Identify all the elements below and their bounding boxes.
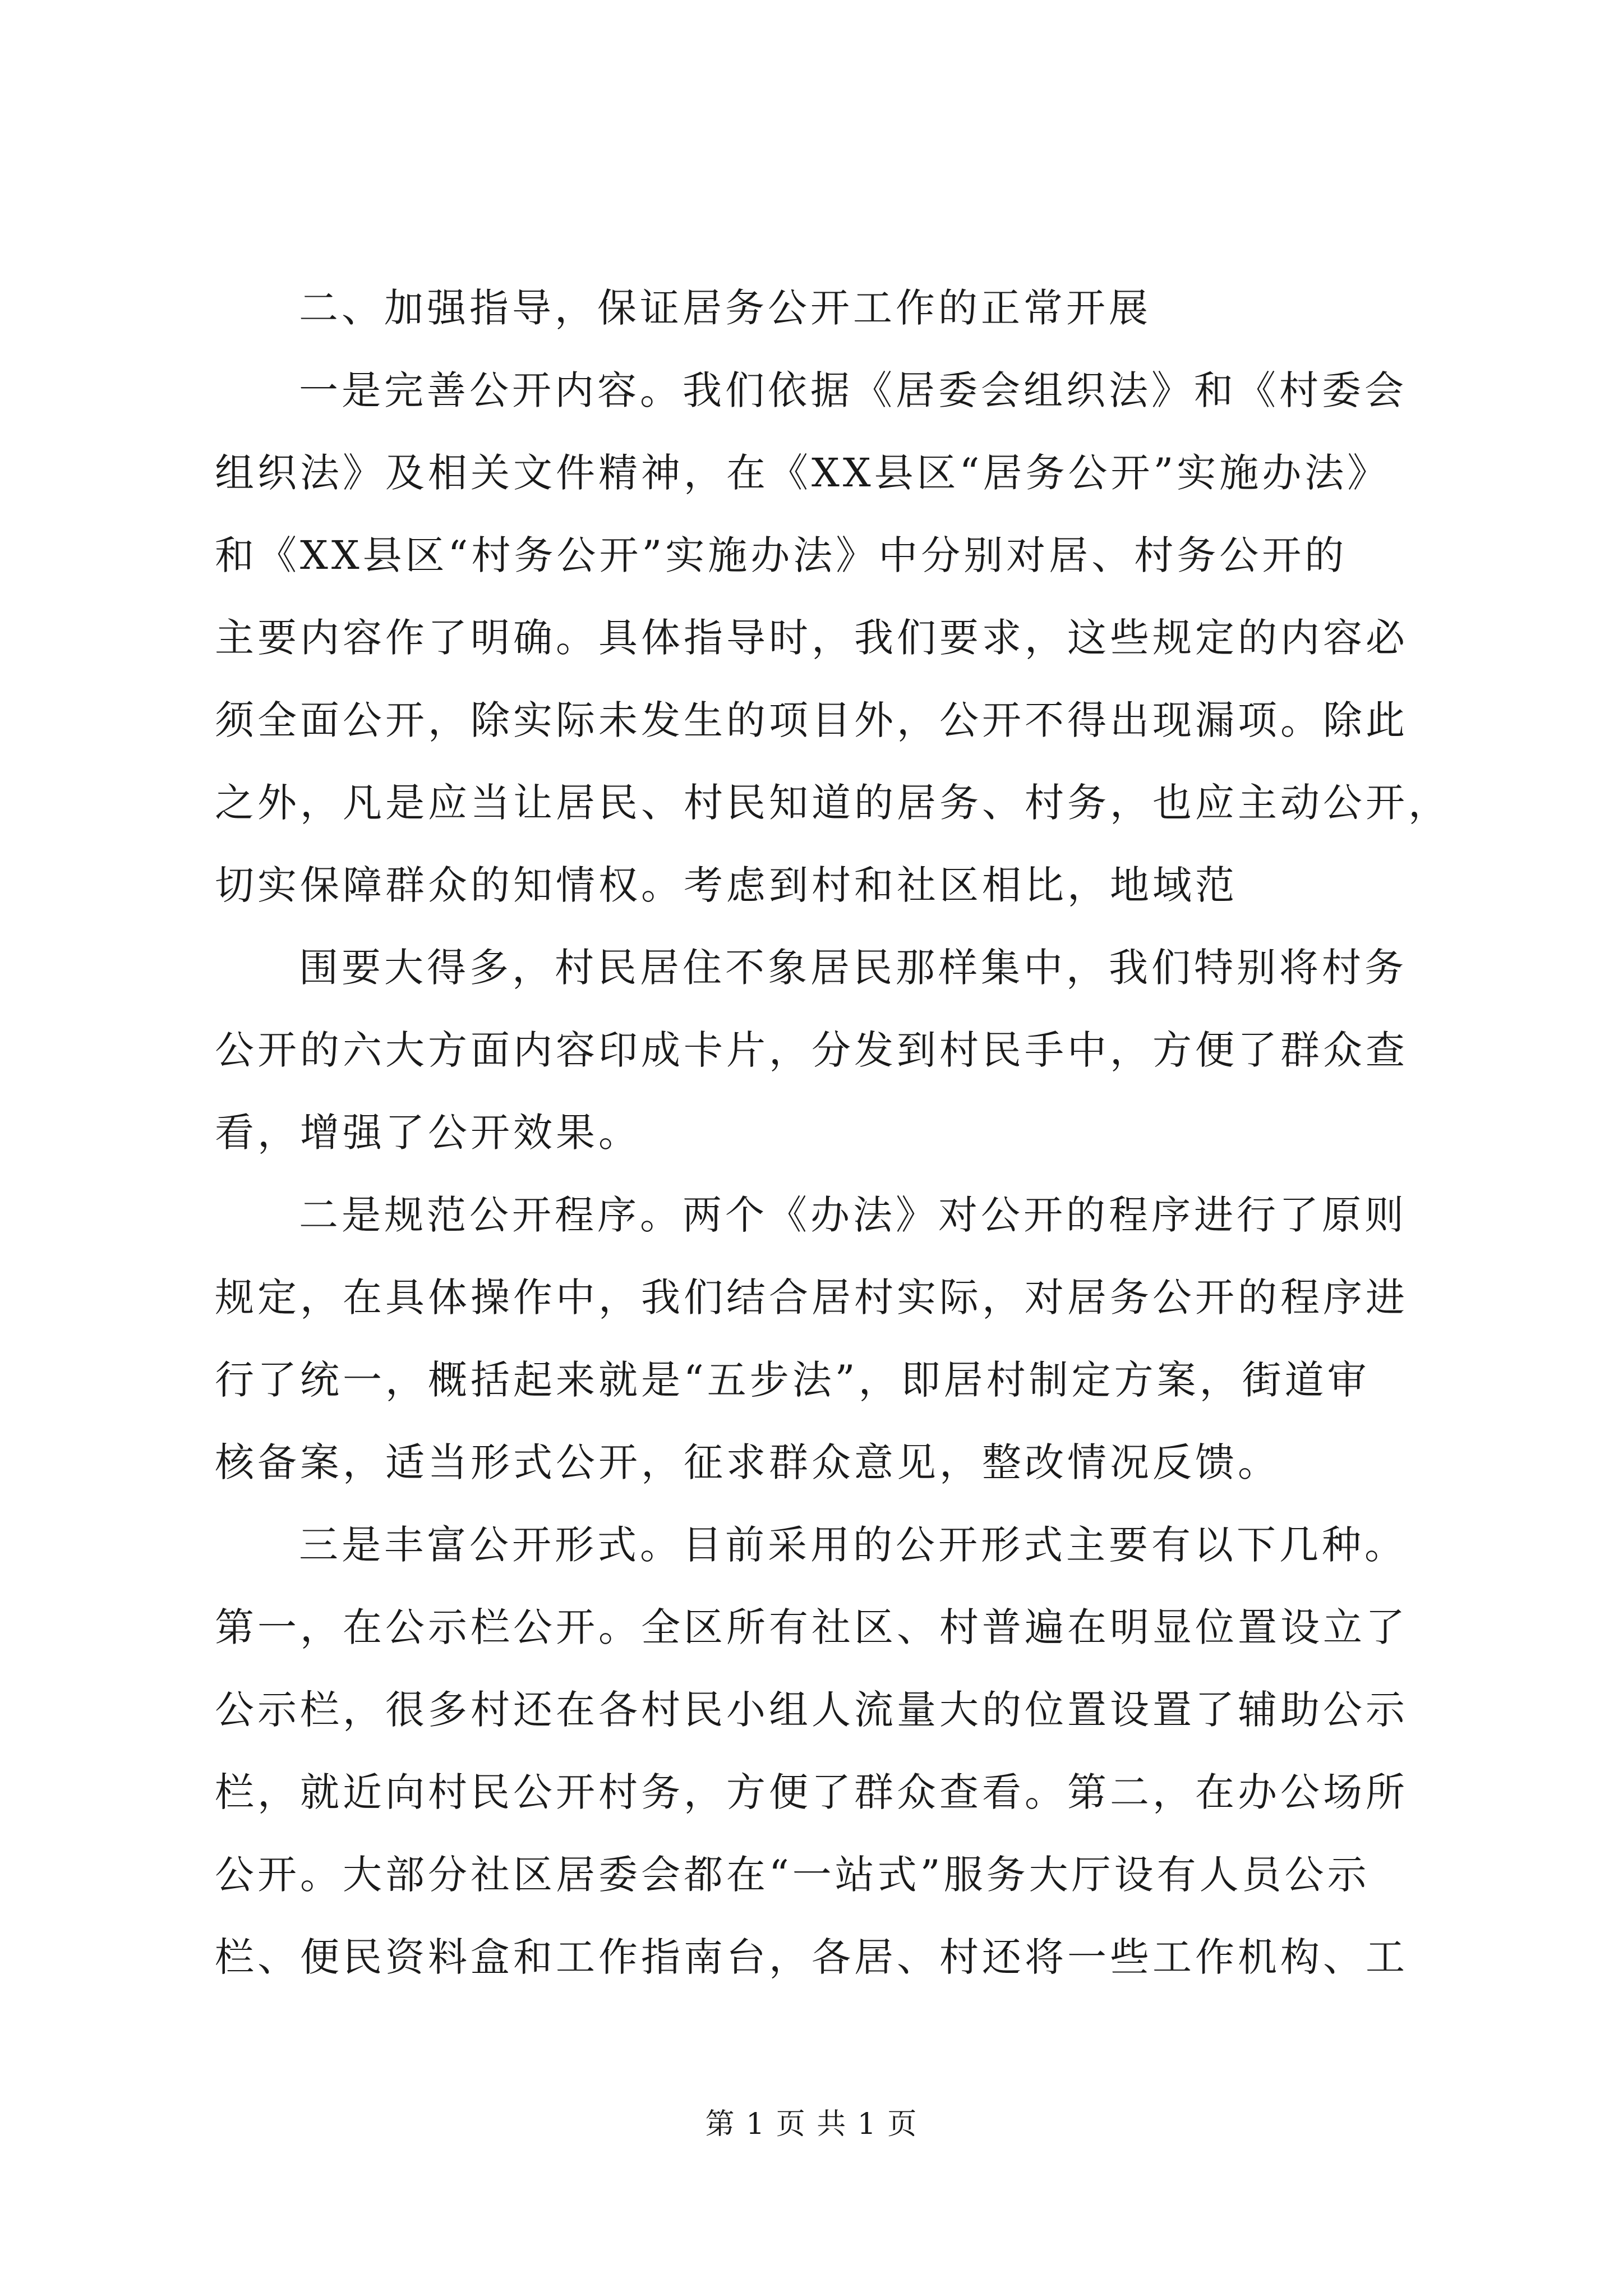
paragraph-line: 公开。大部分社区居委会都在“一站式”服务大厅设有人员公示 <box>215 1852 1370 1898</box>
paragraph-line: 切实保障群众的知情权。考虑到村和社区相比，地域范 <box>215 862 1238 908</box>
page-footer: 第 1 页 共 1 页 <box>705 2108 918 2141</box>
paragraph-line: 栏，就近向村民公开村务，方便了群众查看。第二，在办公场所 <box>215 1769 1408 1815</box>
paragraph-line: 主要内容作了明确。具体指导时，我们要求，这些规定的内容必 <box>215 615 1408 661</box>
document-body <box>215 267 1451 1999</box>
paragraph-line: 第一，在公示栏公开。全区所有社区、村普遍在明显位置设立了 <box>215 1604 1408 1650</box>
paragraph-line: 行了统一，概括起来就是“五步法”，即居村制定方案，街道审 <box>215 1357 1370 1403</box>
paragraph-line: 之外，凡是应当让居民、村民知道的居务、村务，也应主动公开， <box>215 780 1451 826</box>
paragraph-line: 一是完善公开内容。我们依据《居委会组织法》和《村委会 <box>299 367 1407 413</box>
paragraph-line: 三是丰富公开形式。目前采用的公开形式主要有以下几种。 <box>299 1522 1407 1568</box>
paragraph-line: 看，增强了公开效果。 <box>215 1110 641 1156</box>
paragraph-line: 围要大得多，村民居住不象居民那样集中，我们特别将村务 <box>299 945 1407 991</box>
section-heading: 二、加强指导，保证居务公开工作的正常开展 <box>299 285 1151 331</box>
paragraph-line: 二是规范公开程序。两个《办法》对公开的程序进行了原则 <box>299 1192 1407 1238</box>
paragraph-line: 栏、便民资料盒和工作指南台，各居、村还将一些工作机构、工 <box>215 1934 1408 1980</box>
paragraph-line: 规定，在具体操作中，我们结合居村实际，对居务公开的程序进 <box>215 1274 1408 1320</box>
paragraph-line: 公开的六大方面内容印成卡片，分发到村民手中，方便了群众查 <box>215 1027 1408 1073</box>
paragraph-line: 公示栏，很多村还在各村民小组人流量大的位置设置了辅助公示 <box>215 1687 1408 1733</box>
paragraph-line: 组织法》及相关文件精神，在《XX县区“居务公开”实施办法》 <box>215 450 1390 496</box>
paragraph-line: 和《XX县区“村务公开”实施办法》中分别对居、村务公开的 <box>215 532 1348 578</box>
paragraph-line: 核备案，适当形式公开，征求群众意见，整改情况反馈。 <box>215 1439 1280 1485</box>
paragraph-line: 须全面公开，除实际未发生的项目外，公开不得出现漏项。除此 <box>215 697 1408 743</box>
